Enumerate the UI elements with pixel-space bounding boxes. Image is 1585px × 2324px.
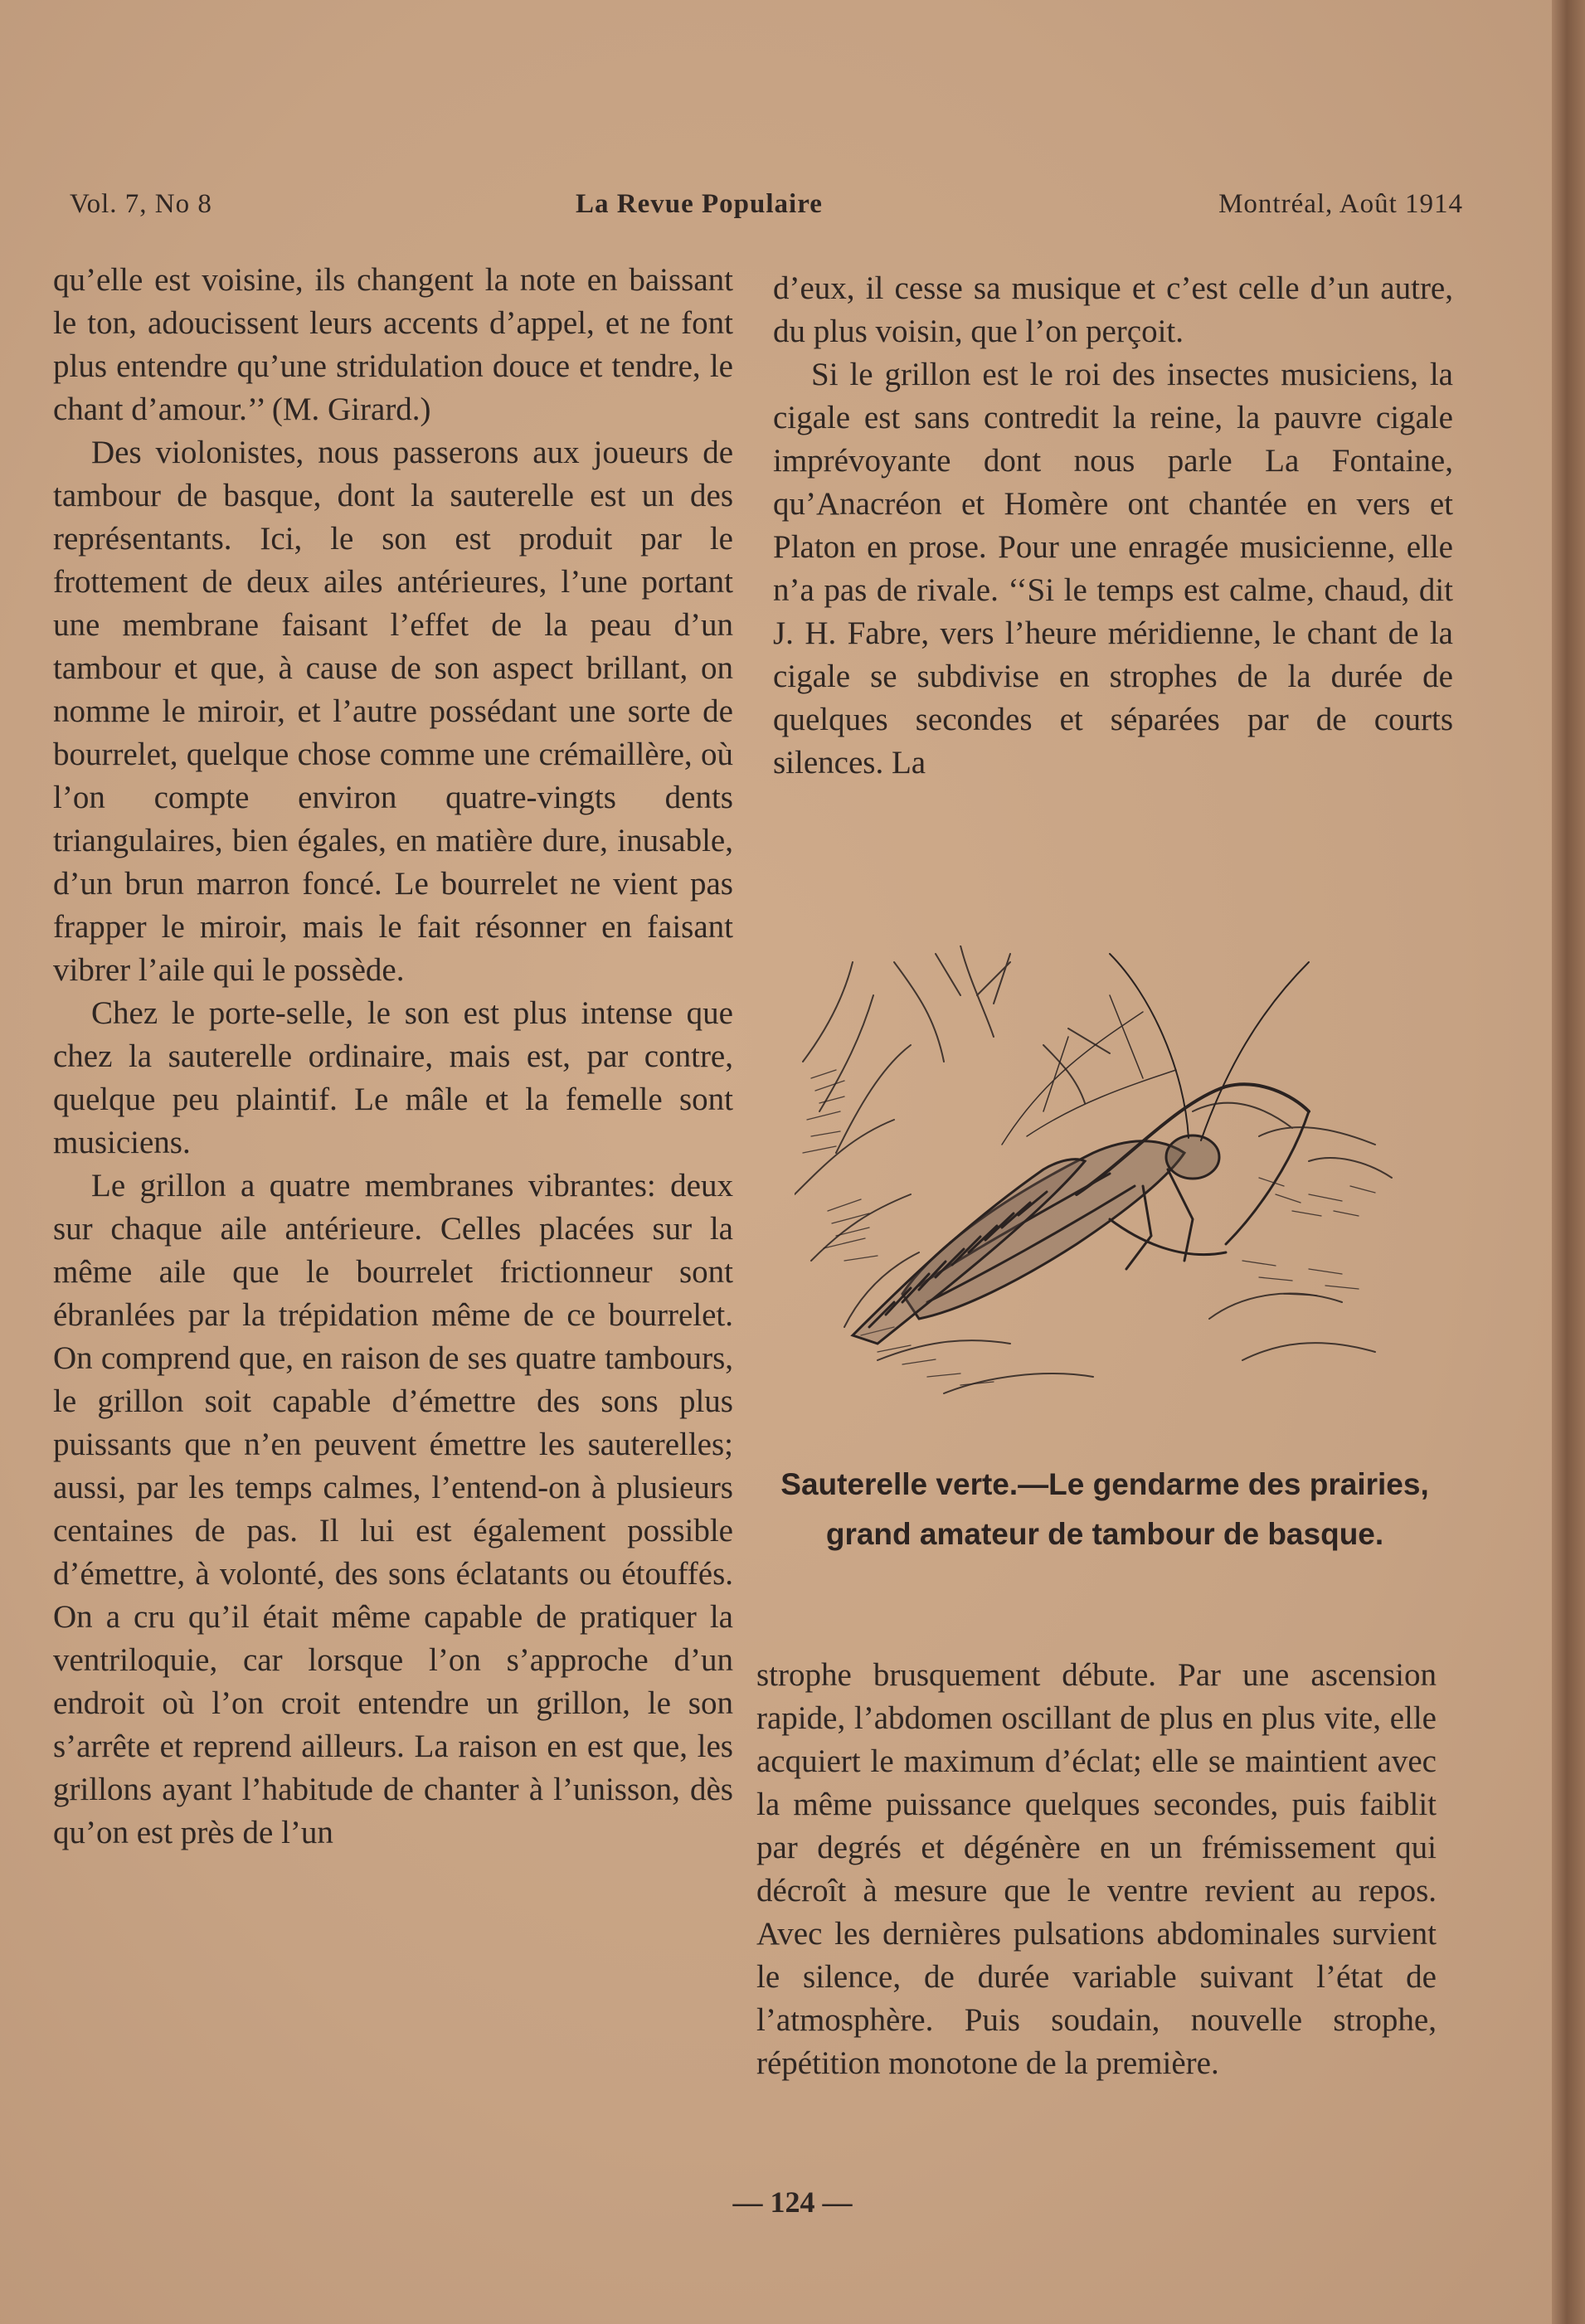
page-binding-edge [1552,0,1585,2324]
paragraph: qu’elle est voisine, ils changent la note en baissant le ton, adoucissent leurs accents d’appel, et ne font plus entendre qu’une stridulation douce et tendre, le chant d’amour.’’ (M. Girard.) [53,262,733,427]
running-header [70,189,1463,231]
grasshopper-illustration [795,946,1400,1418]
page-number: — 124 — [732,2185,853,2219]
right-column-bottom [756,1654,1437,2085]
figure-caption: Sauterelle verte.—Le gendarme des prairies, grand amateur de tambour de basque. [780,1467,1429,1551]
right-column-top [773,267,1453,785]
paragraph: strophe brusquement débute. Par une ascension rapide, l’abdomen oscillant de plus en plus vite, elle acquiert le maximum d’éclat; elle se maintient avec la même puissance quelques secondes, puis faiblit par degrés et dégénère en un frémissement qui décroît à mesure que le ventre revient au repos. Avec les dernières pulsations abdominales survient le silence, de durée variable suivant l’état de l’atmosphère. Puis soudain, nouvelle strophe, répétition monotone de la première. [756,1657,1437,2081]
paragraph: Des violonistes, nous passerons aux joueurs de tambour de basque, dont la sauterelle est un des représentants. Ici, le son est produit par le frottement de deux ailes antérieures, l’une portant une membrane faisant l’effet de la peau d’un tambour et que, à cause de son aspect brillant, on nomme le miroir, et l’autre possédant une sorte de bourrelet, quelque chose comme une crémaillère, où l’on compte environ quatre-vingts dents triangulaires, bien égales, en matière dure, inusable, d’un brun marron foncé. Le bourrelet ne vient pas frapper le miroir, mais le fait résonner en faisant vibrer l’aile qui le possède. [53,435,733,988]
grasshopper-engraving [795,946,1400,1418]
volume-number: Vol. 7, No 8 [70,189,212,219]
left-column [53,259,733,1855]
paragraph: Le grillon a quatre membranes vibrantes: deux sur chaque aile antérieure. Celles placées sur la même aile que le bourrelet frictionneur sont ébranlées par la trépidation même de ce bourrelet. On comprend que, en raison de ses quatre tambours, le grillon soit capable d’émettre des sons plus puissants que n’en peuvent émettre les sauterelles; aussi, par les temps calmes, l’entend-on à plusieurs centaines de pas. Il lui est également possible d’émettre, à volonté, des sons éclatants ou étouffés. On a cru qu’il était même capable de pratiquer la ventriloquie, car lorsque l’on s’approche d’un endroit où l’on croit entendre un grillon, le son s’arrête et reprend ailleurs. La raison en est que, les grillons ayant l’habitude de chanter à l’unisson, dès qu’on est près de l’un [53,1168,733,1850]
paragraph: d’eux, il cesse sa musique et c’est celle d’un autre, du plus voisin, que l’on perçoit. [773,270,1453,349]
paragraph: Chez le porte-selle, le son est plus intense que chez la sauterelle ordinaire, mais est, par contre, quelque peu plaintif. Le mâle et la femelle sont musiciens. [53,995,733,1160]
publication-title: La Revue Populaire [576,189,823,219]
paragraph: Si le grillon est le roi des insectes musiciens, la cigale est sans contredit la reine, la pauvre cigale imprévoyante dont nous parle La Fontaine, qu’Anacréon et Homère ont chantée en vers et Platon en prose. Pour une enragée musicienne, elle n’a pas de rivale. ‘‘Si le temps est calme, chaud, dit J. H. Fabre, vers l’heure méridienne, le chant de la cigale se subdivise en strophes de la durée de quelques secondes et séparées par de courts silences. La [773,357,1453,780]
issue-date: Montréal, Août 1914 [1218,189,1463,219]
